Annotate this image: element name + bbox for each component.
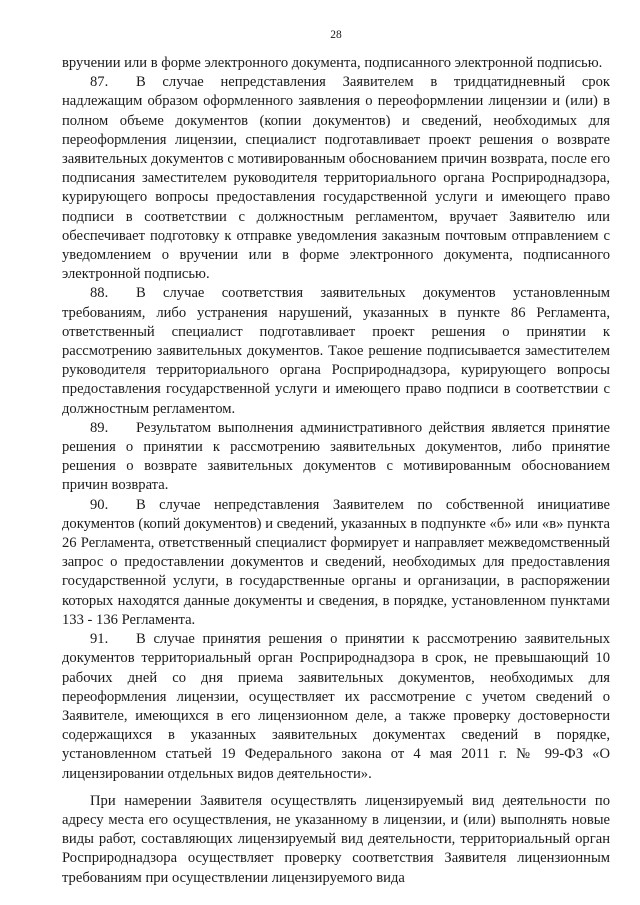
paragraph-text: Результатом выполнения административного действия является принятие решения о принятии к рассмотрению заявительных документов, либо принятие решения о возврате заявительных документов с мотивированным обоснованием причин возврата. [62,419,610,494]
paragraph-number: 87. [90,74,109,91]
paragraph-text: вручении или в форме электронного документа, подписанного электронной подписью. [62,55,603,71]
paragraph-number: 89. [90,419,109,436]
document-page [62,28,610,898]
paragraph-88 [62,284,610,418]
paragraph-unnumbered [62,792,610,888]
paragraph-89 [62,419,610,496]
paragraph-text: В случае непредставления Заявителем в тридцатидневный срок надлежащим образом оформленного заявления о переоформлении лицензии и (или) в полном объеме документов (копии документов) и сведений, необходимых для переоформления лицензии, специалист подготавливает проект решения о возврате заявительных документов с мотивированным обоснованием причин возврата, после его подписания заместителем руководителя территориального органа Росприроднадзора, курирующего вопросы предоставления государственной услуги и имеющего право подписи в соответствии с должностным регламентом, вручает Заявителю или обеспечивает подготовку к отправке уведомления заказным почтовым отправлением с уведомлением о вручении или в форме электронного документа, подписанного электронной подписью. [62,74,610,283]
paragraph-text: В случае принятия решения о принятии к рассмотрению заявительных документов территориальный орган Росприроднадзора в срок, не превышающий 10 рабочих дней со дня приема заявительных документов, необходимых для переоформления лицензии, осуществляет их рассмотрение с учетом сведений о Заявителе, имеющихся в его лицензионном деле, а также проверку достоверности содержащихся в указанных заявительных документах сведений в порядке, установленном статьей 19 Федерального закона от 4 мая 2011 г. № 99-ФЗ «О лицензировании отдельных видов деятельности». [62,631,610,782]
paragraph-continuation [62,54,610,73]
page-number: 28 [330,29,342,41]
paragraph-text: В случае непредставления Заявителем по собственной инициативе документов (копий документов) и сведений, указанных в подпункте «б» или «в» пункта 26 Регламента, ответственный специалист формирует и направляет межведомственный запрос о предоставлении документов и сведений, необходимых для предоставления государственной услуги, в государственные органы и организации, в распоряжении которых находятся данные документы и сведения, в порядке, установленном пунктами 133 - 136 Регламента. [62,496,610,628]
paragraph-87 [62,73,610,284]
paragraph-number: 88. [90,285,109,302]
paragraph-number: 91. [90,631,109,648]
paragraph-91 [62,630,610,784]
paragraph-90 [62,496,610,630]
paragraph-text: В случае соответствия заявительных документов установленным требованиям, либо устранения нарушений, указанных в пункте 86 Регламента, ответственный специалист подготавливает проект решения о принятии к рассмотрению заявительных документов. Такое решение подписывается заместителем руководителя территориального органа Росприроднадзора, курирующего вопросы предоставления государственной услуги и имеющего право подписи в соответствии с должностным регламентом. [62,285,610,417]
paragraph-number: 90. [90,496,109,513]
paragraph-text: При намерении Заявителя осуществлять лицензируемый вид деятельности по адресу места его осуществления, не указанному в лицензии, и (или) выполнять новые виды работ, составляющих лицензируемый вид деятельности, территориальный орган Росприроднадзора осуществляет проверку соответствия Заявителя лицензионным требованиям при осуществлении лицензируемого вида [62,792,610,886]
